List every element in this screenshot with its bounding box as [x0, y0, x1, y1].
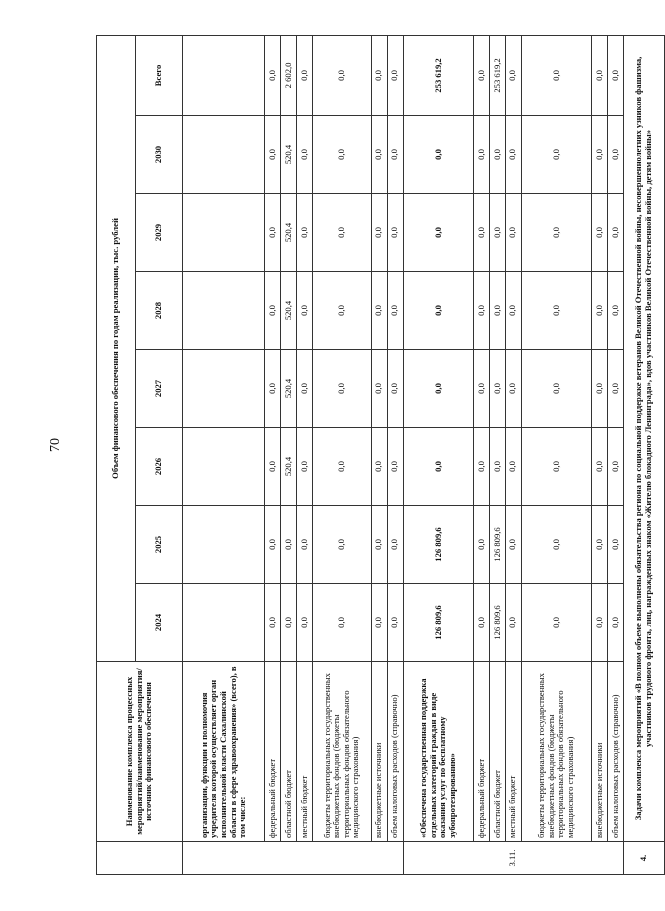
- value-cell: 253 619,2: [403, 35, 473, 115]
- rotated-table-container: [96, 36, 665, 875]
- value-cell: 0,0: [505, 116, 521, 194]
- row-label-cell: областной бюджет: [280, 662, 296, 842]
- value-cell: 0,0: [371, 506, 387, 584]
- header-year-2029: 2029: [135, 194, 183, 272]
- value-cell: 0,0: [505, 428, 521, 506]
- value-cell: [183, 194, 265, 272]
- table-row: [608, 35, 624, 874]
- table-row: [505, 35, 521, 874]
- value-cell: 126 809,6: [489, 584, 505, 662]
- value-cell: 0,0: [505, 194, 521, 272]
- value-cell: 0,0: [592, 428, 608, 506]
- value-cell: 520,4: [280, 194, 296, 272]
- value-cell: 253 619,2: [489, 35, 505, 115]
- table-row: [312, 35, 371, 874]
- row-label-cell: федеральный бюджет: [474, 662, 490, 842]
- value-cell: 0,0: [608, 272, 624, 350]
- value-cell: 0,0: [521, 584, 591, 662]
- value-cell: 0,0: [265, 272, 281, 350]
- value-cell: 0,0: [489, 194, 505, 272]
- value-cell: 0,0: [592, 194, 608, 272]
- row-label-cell: объем налоговых расходов (справочно): [608, 662, 624, 842]
- header-year-2024: 2024: [135, 584, 183, 662]
- task-row: [623, 35, 664, 874]
- table-row: [521, 35, 591, 874]
- value-cell: 0,0: [521, 35, 591, 115]
- row-label-cell: местный бюджет: [296, 662, 312, 842]
- value-cell: 0,0: [371, 35, 387, 115]
- value-cell: 0,0: [592, 35, 608, 115]
- value-cell: 0,0: [505, 584, 521, 662]
- value-cell: 0,0: [474, 194, 490, 272]
- value-cell: 0,0: [387, 194, 403, 272]
- value-cell: 0,0: [521, 116, 591, 194]
- value-cell: 0,0: [489, 116, 505, 194]
- value-cell: 126 809,6: [489, 506, 505, 584]
- value-cell: [183, 506, 265, 584]
- row-label-cell: бюджеты территориальных государственных внебюджетных фондов (бюджеты территориальных фондов обязательного медицинского страхования): [521, 662, 591, 842]
- header-year-2026: 2026: [135, 428, 183, 506]
- value-cell: 0,0: [505, 272, 521, 350]
- value-cell: 0,0: [474, 272, 490, 350]
- value-cell: 0,0: [403, 272, 473, 350]
- value-cell: 0,0: [592, 350, 608, 428]
- table-row: [592, 35, 608, 874]
- value-cell: [183, 428, 265, 506]
- value-cell: 0,0: [592, 584, 608, 662]
- row-label-cell: бюджеты территориальных государственных внебюджетных фондов (бюджеты территориальных фондов обязательного медицинского страхования): [312, 662, 371, 842]
- header-year-2025: 2025: [135, 506, 183, 584]
- value-cell: 0,0: [312, 194, 371, 272]
- header-year-2027: 2027: [135, 350, 183, 428]
- table-row: [371, 35, 387, 874]
- row-label-cell: объем налоговых расходов (справочно): [387, 662, 403, 842]
- value-cell: 520,4: [280, 350, 296, 428]
- value-cell: 0,0: [608, 428, 624, 506]
- value-cell: 0,0: [265, 194, 281, 272]
- value-cell: 0,0: [387, 350, 403, 428]
- value-cell: 126 809,6: [403, 506, 473, 584]
- row-label-cell: внебюджетные источники: [592, 662, 608, 842]
- row-number-cell: 3.11.: [403, 842, 623, 875]
- value-cell: 520,4: [280, 116, 296, 194]
- value-cell: 0,0: [592, 272, 608, 350]
- value-cell: 0,0: [403, 116, 473, 194]
- value-cell: 0,0: [521, 272, 591, 350]
- value-cell: 0,0: [474, 428, 490, 506]
- value-cell: 0,0: [296, 350, 312, 428]
- value-cell: 0,0: [296, 116, 312, 194]
- value-cell: 0,0: [521, 350, 591, 428]
- value-cell: 0,0: [521, 194, 591, 272]
- value-cell: 0,0: [387, 428, 403, 506]
- value-cell: 0,0: [387, 506, 403, 584]
- value-cell: 0,0: [474, 116, 490, 194]
- value-cell: 0,0: [608, 506, 624, 584]
- row-label-cell: организации, функции и полномочия учредителя которой осуществляет орган исполнительной власти Сахалинской области в сфере здравоохранения» (всего), в том числе:: [183, 662, 265, 842]
- value-cell: 520,4: [280, 272, 296, 350]
- value-cell: [183, 116, 265, 194]
- value-cell: 0,0: [312, 584, 371, 662]
- value-cell: 0,0: [403, 350, 473, 428]
- value-cell: 0,0: [505, 506, 521, 584]
- value-cell: 0,0: [474, 350, 490, 428]
- value-cell: 0,0: [296, 428, 312, 506]
- table-row: [280, 35, 296, 874]
- value-cell: 0,0: [387, 584, 403, 662]
- value-cell: [183, 272, 265, 350]
- value-cell: 0,0: [608, 116, 624, 194]
- value-cell: 0,0: [371, 116, 387, 194]
- value-cell: 0,0: [608, 584, 624, 662]
- row-label-cell: внебюджетные источники: [371, 662, 387, 842]
- value-cell: 126 809,6: [403, 584, 473, 662]
- value-cell: [183, 350, 265, 428]
- value-cell: [183, 35, 265, 115]
- value-cell: 0,0: [265, 584, 281, 662]
- value-cell: 0,0: [521, 428, 591, 506]
- value-cell: 0,0: [387, 272, 403, 350]
- value-cell: 0,0: [489, 428, 505, 506]
- page-number: 70: [48, 438, 63, 452]
- value-cell: 0,0: [312, 116, 371, 194]
- header-year-2030: 2030: [135, 116, 183, 194]
- value-cell: [183, 584, 265, 662]
- value-cell: 0,0: [608, 35, 624, 115]
- financing-table: [96, 35, 665, 875]
- header-total: Всего: [135, 35, 183, 115]
- task-number-cell: 4.: [623, 842, 664, 875]
- value-cell: 0,0: [312, 350, 371, 428]
- value-cell: 0,0: [387, 116, 403, 194]
- value-cell: 0,0: [280, 584, 296, 662]
- value-cell: 0,0: [521, 506, 591, 584]
- row-label-cell: местный бюджет: [505, 662, 521, 842]
- value-cell: 2 602,0: [280, 35, 296, 115]
- value-cell: 0,0: [371, 428, 387, 506]
- value-cell: 0,0: [296, 194, 312, 272]
- value-cell: 0,0: [312, 506, 371, 584]
- table-row: [489, 35, 505, 874]
- value-cell: 0,0: [505, 35, 521, 115]
- value-cell: 0,0: [505, 350, 521, 428]
- value-cell: 0,0: [296, 35, 312, 115]
- row-number-cell: [183, 842, 403, 875]
- value-cell: 0,0: [312, 272, 371, 350]
- value-cell: 0,0: [489, 350, 505, 428]
- table-row: [403, 35, 473, 874]
- value-cell: 0,0: [296, 272, 312, 350]
- value-cell: 0,0: [608, 350, 624, 428]
- header-number-cell: [97, 842, 183, 875]
- value-cell: 0,0: [265, 506, 281, 584]
- header-name-cell: Наименование комплекса процессных мероприятий/наименование мероприятия/источник финансового обеспечения: [97, 662, 183, 842]
- value-cell: 0,0: [592, 116, 608, 194]
- value-cell: 0,0: [265, 350, 281, 428]
- table-row: [296, 35, 312, 874]
- value-cell: 0,0: [474, 584, 490, 662]
- table-frame: [96, 36, 665, 875]
- value-cell: 0,0: [592, 506, 608, 584]
- value-cell: 0,0: [312, 35, 371, 115]
- value-cell: 0,0: [265, 428, 281, 506]
- value-cell: 0,0: [474, 35, 490, 115]
- value-cell: 0,0: [280, 506, 296, 584]
- value-cell: 0,0: [387, 35, 403, 115]
- value-cell: 0,0: [265, 116, 281, 194]
- value-cell: 0,0: [608, 194, 624, 272]
- row-label-cell: областной бюджет: [489, 662, 505, 842]
- table-row: [265, 35, 281, 874]
- value-cell: 0,0: [312, 428, 371, 506]
- value-cell: 0,0: [403, 428, 473, 506]
- task-text-cell: Задачи комплекса мероприятий «В полном объеме выполнены обязательства региона по социальной поддержке ветеранов Великой Отечественной войны, несовершеннолетних узников фашизма, участников трудового фронта, лиц, награжденных знаком «Жителю блокадного Ленинграда», вдов участников Великой Отечественной войны, детям войны»: [623, 35, 664, 841]
- value-cell: 0,0: [474, 506, 490, 584]
- value-cell: 0,0: [371, 584, 387, 662]
- table-row: [183, 35, 265, 874]
- value-cell: 520,4: [280, 428, 296, 506]
- value-cell: 0,0: [371, 350, 387, 428]
- value-cell: 0,0: [403, 194, 473, 272]
- table-row: [387, 35, 403, 874]
- header-year-2028: 2028: [135, 272, 183, 350]
- value-cell: 0,0: [371, 272, 387, 350]
- row-label-cell: «Обеспечена государственная поддержка отдельных категорий граждан в виде оказания услуг по бесплатному зубопротезированию»: [403, 662, 473, 842]
- header-volume-cell: Объем финансового обеспечения по годам реализации, тыс. рублей: [97, 35, 136, 661]
- value-cell: 0,0: [371, 194, 387, 272]
- value-cell: 0,0: [296, 584, 312, 662]
- value-cell: 0,0: [296, 506, 312, 584]
- table-row: [474, 35, 490, 874]
- row-label-cell: федеральный бюджет: [265, 662, 281, 842]
- value-cell: 0,0: [489, 272, 505, 350]
- value-cell: 0,0: [265, 35, 281, 115]
